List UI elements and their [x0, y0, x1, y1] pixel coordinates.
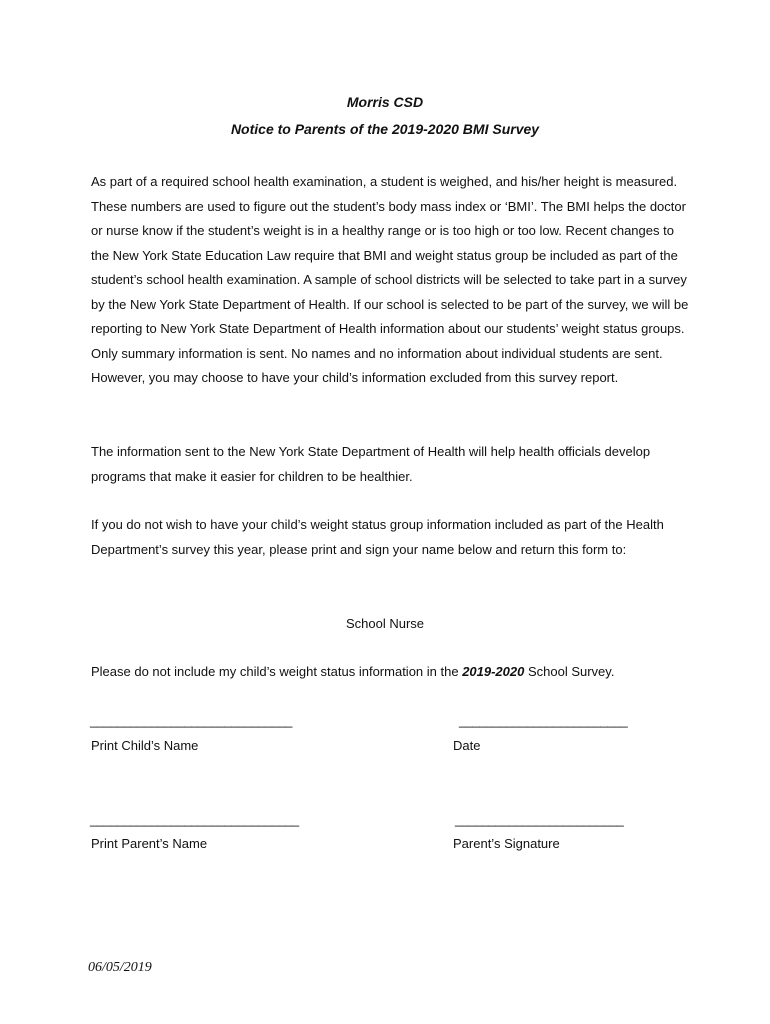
return-to-recipient: School Nurse — [345, 616, 425, 631]
instructions-paragraph: If you do not wish to have your child’s weight status group information included as part of the Health Department’s survey this year, please print and sign your name below and return this form to: — [91, 517, 664, 557]
child-name-label: Print Child’s Name — [91, 738, 199, 753]
optout-statement — [91, 660, 711, 685]
district-title: Morris CSD — [346, 94, 424, 110]
notice-title: Notice to Parents of the 2019-2020 BMI Survey — [230, 121, 540, 137]
optout-prefix: Please do not include my child’s weight status information in the — [91, 664, 463, 679]
parent-signature-label: Parent’s Signature — [453, 836, 560, 851]
parent-name-line[interactable]: _______________________________ — [90, 812, 299, 827]
date-label: Date — [453, 738, 481, 753]
child-name-line[interactable]: ______________________________ — [90, 713, 292, 728]
intro-paragraph: As part of a required school health examination, a student is weighed, and his/her height is measured. These numbers are used to figure out the student’s body mass index or ‘BMI’. The BMI helps the doctor or nurse know if the student’s weight is in a healthy range or is too high or too low. Recent changes to the New York State Education Law require that BMI and weight status group be included as part of the student’s school health examination. A sample of school districts will be selected to take part in a survey by the New York State Department of Health. If our school is selected to be part of the survey, we will be reporting to New York State Department of Health information about our students’ weight status groups. Only summary information is sent. No names and no information about individual students are sent. However, you may choose to have your child’s information excluded from this survey report. — [91, 174, 689, 385]
parent-signature-line[interactable]: _________________________ — [455, 812, 624, 827]
date-line[interactable]: _________________________ — [459, 713, 628, 728]
footer-date: 06/05/2019 — [88, 960, 152, 975]
purpose-paragraph: The information sent to the New York State Department of Health will help health officials develop programs that make it easier for children to be healthier. — [91, 444, 651, 484]
optout-suffix: School Survey. — [524, 664, 615, 679]
optout-year: 2019-2020 — [462, 664, 525, 679]
parent-name-label: Print Parent’s Name — [91, 836, 208, 851]
